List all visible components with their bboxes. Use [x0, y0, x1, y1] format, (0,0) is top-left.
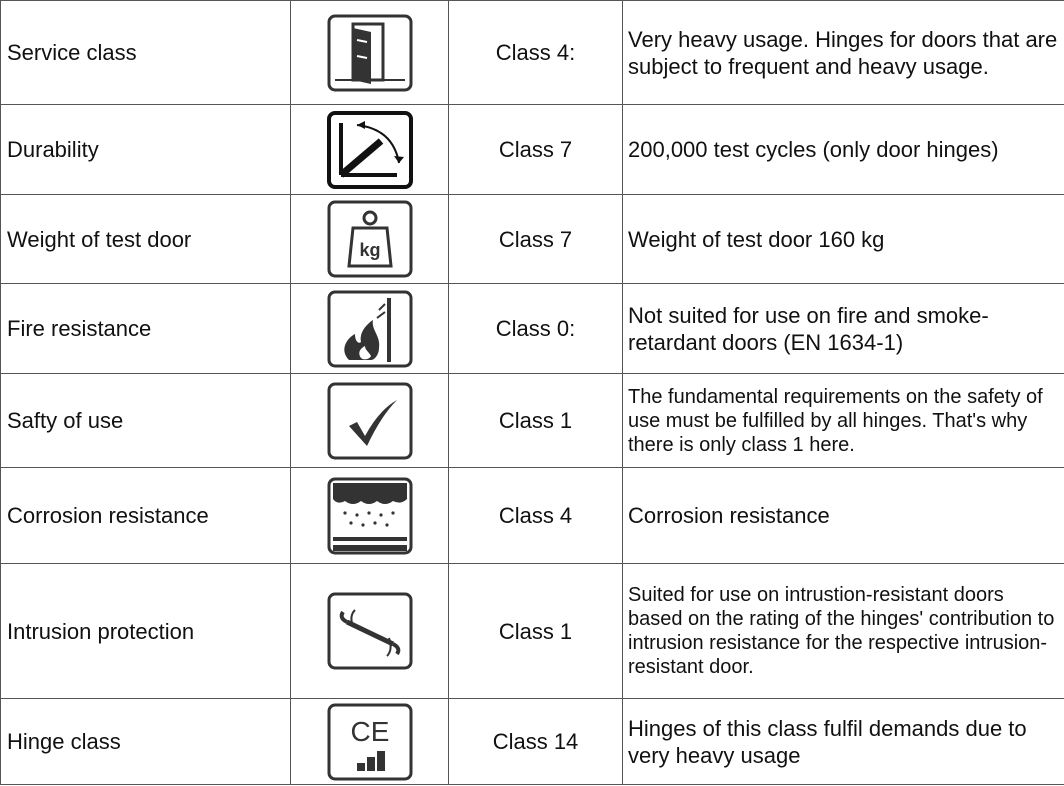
table-row: [1, 105, 1064, 195]
table-row: [1, 195, 1064, 284]
door-swing-icon: [327, 111, 413, 189]
property-label: Safty of use: [1, 374, 291, 468]
table-row: [1, 468, 1064, 564]
ce-label: CE: [350, 715, 389, 747]
fire-icon: [327, 290, 413, 368]
table-row: [1, 564, 1064, 699]
class-value: Class 1: [449, 374, 623, 468]
property-label: Corrosion resistance: [1, 468, 291, 564]
checkmark-icon: [327, 382, 413, 460]
description: Hinges of this class fulfil demands due to very heavy usage: [623, 699, 1064, 785]
description: Suited for use on intrustion-resistant doors based on the rating of the hinges' contribution to intrusion resistance for the respective intrusion-resistant door.: [623, 564, 1064, 699]
property-label: Fire resistance: [1, 284, 291, 374]
class-value: Class 4:: [449, 1, 623, 105]
property-label: Service class: [1, 1, 291, 105]
property-label: Intrusion protection: [1, 564, 291, 699]
weight-label: kg: [358, 240, 381, 260]
class-value: Class 0:: [449, 284, 623, 374]
table-row: [1, 284, 1064, 374]
property-label: Hinge class: [1, 699, 291, 785]
weight-kg-icon: [327, 200, 413, 278]
door-icon: [327, 14, 413, 92]
class-value: Class 7: [449, 195, 623, 284]
ce-mark-icon: [327, 703, 413, 781]
description: The fundamental requirements on the safety of use must be fulfilled by all hinges. That's why there is only class 1 here.: [623, 374, 1064, 468]
intrusion-crowbar-icon: [327, 592, 413, 670]
table-row: [1, 1, 1064, 105]
class-value: Class 4: [449, 468, 623, 564]
description: 200,000 test cycles (only door hinges): [623, 105, 1064, 195]
description: Not suited for use on fire and smoke-retardant doors (EN 1634-1): [623, 284, 1064, 374]
description: Corrosion resistance: [623, 468, 1064, 564]
table-row: [1, 699, 1064, 785]
description: Very heavy usage. Hinges for doors that are subject to frequent and heavy usage.: [623, 1, 1064, 105]
table-row: [1, 374, 1064, 468]
class-value: Class 14: [449, 699, 623, 785]
property-label: Weight of test door: [1, 195, 291, 284]
property-label: Durability: [1, 105, 291, 195]
class-value: Class 1: [449, 564, 623, 699]
class-value: Class 7: [449, 105, 623, 195]
rain-cloud-icon: [327, 477, 413, 555]
description: Weight of test door 160 kg: [623, 195, 1064, 284]
